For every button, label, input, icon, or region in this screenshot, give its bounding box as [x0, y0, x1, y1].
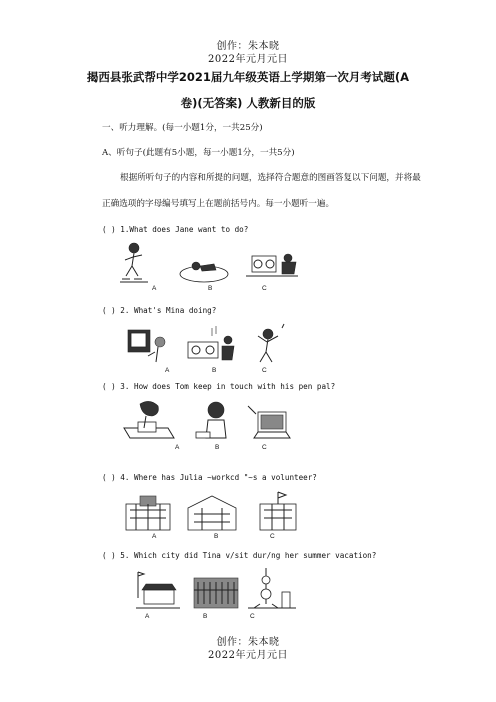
picture-a-watching-tv [128, 330, 165, 362]
footer-author: 创作：朱本晓 [216, 637, 280, 648]
picture-c-school [260, 492, 296, 530]
question-2-label-b: B [212, 367, 217, 374]
page-title-line1: 揭西县张武帮中学2021届九年级英语上学期第一次月考试题(A [86, 70, 410, 84]
question-1-label-b: B [208, 285, 213, 292]
question-2-label-c: C [262, 367, 267, 374]
instructions-line1: 根据所听句子的内容和所提的问题，选择符合题意的图画答复以下问题，并将最 [120, 173, 421, 183]
question-1: ( ) 1.What does Jane want to do? [102, 225, 249, 234]
picture-b-old-peoples-home [188, 496, 236, 530]
picture-a-writing-letter [124, 401, 174, 438]
question-4-label-b: B [214, 533, 219, 540]
question-4-pictures [122, 490, 302, 536]
picture-a-tiananmen [136, 572, 180, 608]
question-3: ( ) 3. How does Tom keep in touch with his pen pal? [102, 382, 336, 391]
question-5-pictures [132, 568, 302, 614]
question-2: ( ) 2. What's Mina doing? [102, 306, 217, 315]
question-4-label-a: A [152, 533, 157, 540]
question-1-label-c: C [262, 285, 267, 292]
question-4-label-c: C [270, 533, 275, 540]
question-3-label-c: C [262, 444, 267, 451]
question-2-label-a: A [165, 367, 170, 374]
picture-c-tape-recorder [246, 254, 298, 276]
question-3-pictures [118, 398, 298, 448]
footer-date: 2022年元月元日 [208, 650, 288, 661]
question-5: ( ) 5. Which city did Tina v/sit dur/ng her summer vacation? [102, 551, 377, 560]
question-2-pictures [122, 322, 302, 372]
question-5-label-c: C [250, 613, 255, 620]
picture-b-kid-on-floor [180, 262, 228, 282]
question-3-label-b: B [215, 444, 220, 451]
question-5-label-a: A [145, 613, 150, 620]
picture-c-computer-email [248, 406, 290, 438]
question-5-label-b: B [203, 613, 208, 620]
instructions-line2: 正确选项的字母编号填写上在题前括号内。每一小题听一遍。 [102, 199, 335, 209]
section-heading-listening: 一、听力理解。(每一小题1分，一共25分) [102, 123, 263, 133]
picture-b-listening-radio [188, 326, 234, 360]
picture-a-girl-skating [120, 243, 148, 282]
question-4: ( ) 4. Where has Julia ~workcd "~s a volunteer? [102, 473, 317, 482]
header-date: 2022年元月元日 [208, 54, 288, 65]
picture-b-phone-call [196, 402, 226, 438]
header-author: 创作：朱本晓 [216, 41, 280, 52]
question-1-pictures [118, 240, 298, 290]
picture-c-dancing [258, 324, 284, 362]
picture-b-terracotta-warriors [194, 578, 238, 608]
page-title-line2: 卷)(无答案) 人教新目的版 [180, 96, 316, 110]
picture-a-hospital [126, 496, 170, 530]
question-1-label-a: A [152, 285, 157, 292]
section-heading-a: A、听句子(此题有5小题，每一小题1分，一共5分) [102, 148, 295, 158]
picture-c-oriental-pearl-tower [248, 568, 296, 608]
question-3-label-a: A [175, 444, 180, 451]
